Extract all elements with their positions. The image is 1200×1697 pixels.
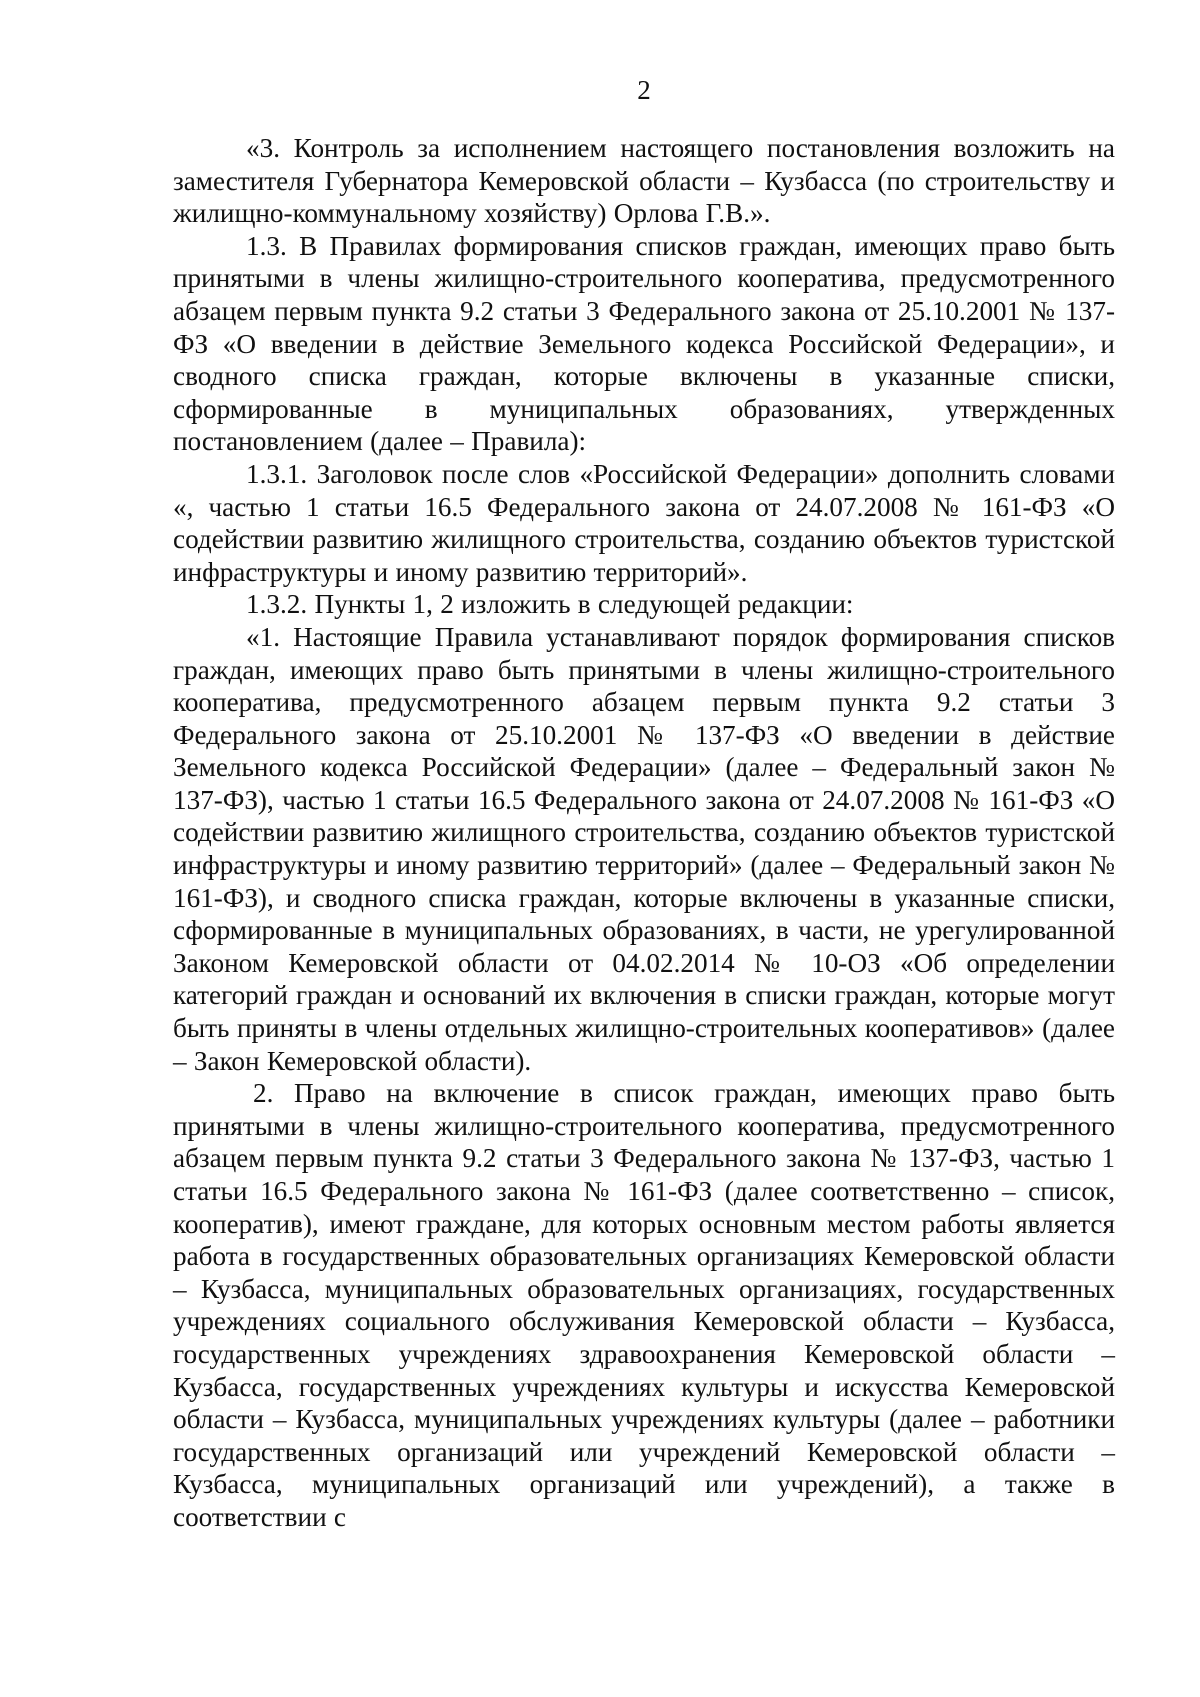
paragraph-rule-2: 2. Право на включение в список граждан, имеющих право быть принятыми в члены жилищно-строительного кооператива, предусмотренного абзацем первым пункта 9.2 статьи 3 Федерального закона № 137-ФЗ, частью 1 статьи 16.5 Федерального закона № 161-ФЗ (далее соответственно – список, кооператив), имеют граждане, для которых основным местом работы является работа в государственных образовательных организациях Кемеровской области – Кузбасса, муниципальных образовательных организациях, государственных учреждениях социального обслуживания Кемеровской области – Кузбасса, государственных учреждениях здравоохранения Кемеровской области – Кузбасса, государственных учреждениях культуры и искусства Кемеровской области – Кузбасса, муниципальных учреждениях культуры (далее – работники государственных организаций или учреждений Кемеровской области – Кузбасса, муниципальных организаций или учреждений), а также в соответствии с (173, 1078, 1115, 1532)
paragraph-1-3-1: 1.3.1. Заголовок после слов «Российской Федерации» дополнить словами «, частью 1 статьи 16.5 Федерального закона от 24.07.2008 № 161-ФЗ «О содействии развитию жилищного строительства, созданию объектов туристской инфраструктуры и иному развитию территорий». (173, 458, 1115, 587)
page-number: 2 (637, 75, 651, 105)
paragraph-control-clause: «3. Контроль за исполнением настоящего постановления возложить на заместителя Губернатора Кемеровской области – Кузбасса (по строительству и жилищно-коммунальному хозяйству) Орлова Г.В.». (173, 133, 1115, 229)
paragraph-1-3: 1.3. В Правилах формирования списков граждан, имеющих право быть принятыми в члены жилищно-строительного кооператива, предусмотренного абзацем первым пункта 9.2 статьи 3 Федерального закона от 25.10.2001 № 137-ФЗ «О введении в действие Земельного кодекса Российской Федерации», и сводного списка граждан, которые включены в указанные списки, сформированные в муниципальных образованиях, утвержденных постановлением (далее – Правила): (173, 230, 1115, 457)
paragraph-rule-1: «1. Настоящие Правила устанавливают порядок формирования списков граждан, имеющих право быть принятыми в члены жилищно-строительного кооператива, предусмотренного абзацем первым пункта 9.2 статьи 3 Федерального закона от 25.10.2001 № 137-ФЗ «О введении в действие Земельного кодекса Российской Федерации» (далее – Федеральный закон № 137-ФЗ), частью 1 статьи 16.5 Федерального закона от 24.07.2008 № 161-ФЗ «О содействии развитию жилищного строительства, созданию объектов туристской инфраструктуры и иному развитию территорий» (далее – Федеральный закон № 161-ФЗ), и сводного списка граждан, которые включены в указанные списки, сформированные в муниципальных образованиях, в части, не урегулированной Законом Кемеровской области от 04.02.2014 № 10-ОЗ «Об определении категорий граждан и оснований их включения в списки граждан, которые могут быть приняты в члены отдельных жилищно-строительных кооперативов» (далее – Закон Кемеровской области). (173, 621, 1115, 1076)
document-page (173, 70, 1115, 1534)
paragraph-1-3-2: 1.3.2. Пункты 1, 2 изложить в следующей редакции: (246, 589, 854, 620)
